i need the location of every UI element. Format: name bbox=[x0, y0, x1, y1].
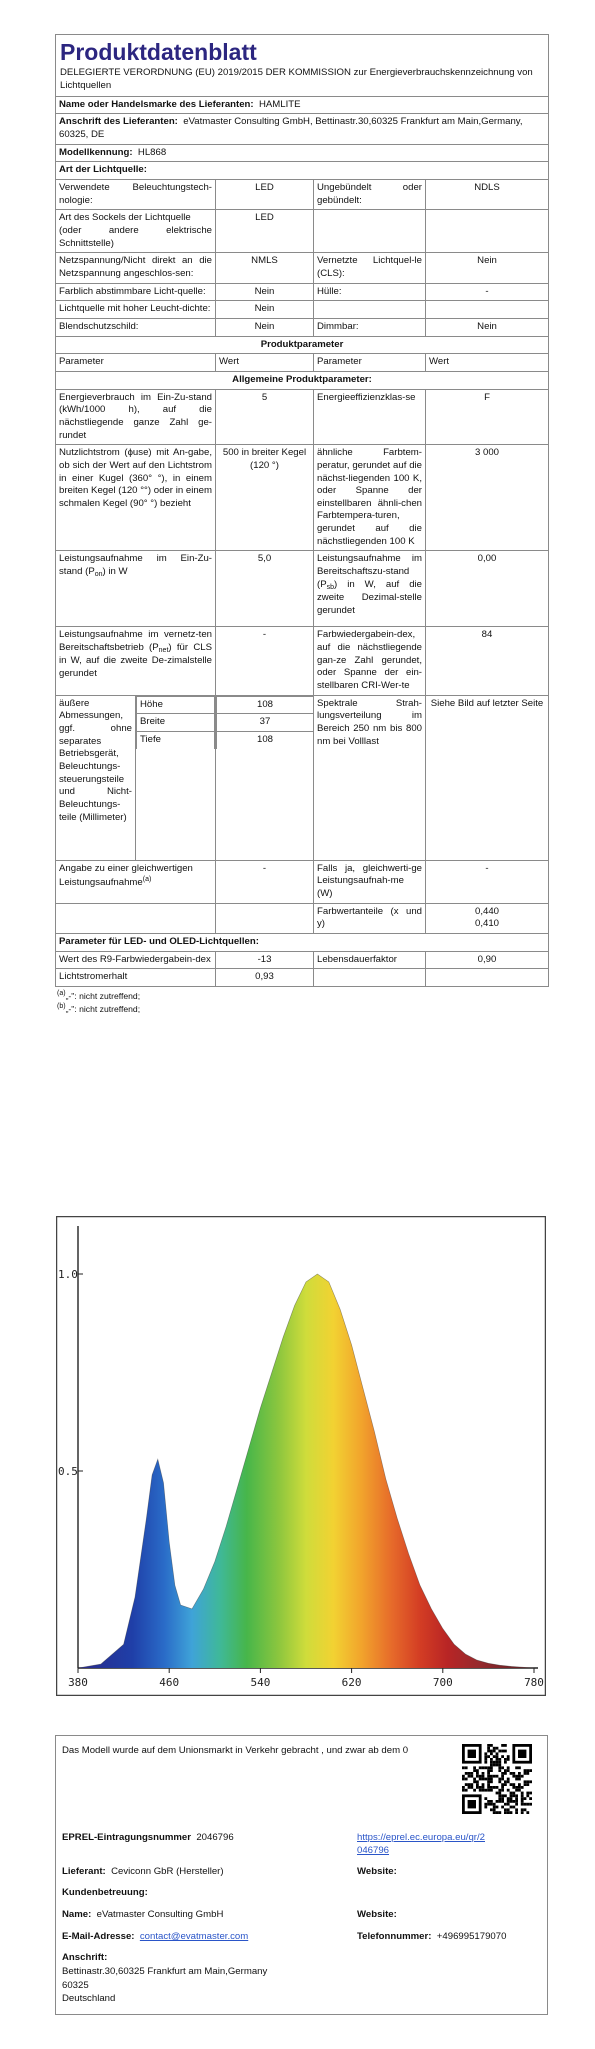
col-header-value: Wert bbox=[216, 354, 314, 372]
width-label: Breite bbox=[137, 714, 215, 732]
technology-value: LED bbox=[216, 180, 314, 210]
cls-value: Nein bbox=[426, 253, 549, 283]
spectrum-chart bbox=[56, 1216, 546, 1696]
address-block: Bettinastr.30,60325 Frankfurt am Main,Germany 60325 Deutschland bbox=[62, 1966, 268, 2005]
cap-type-label: Art des Sockels der Lichtquelle bbox=[59, 212, 191, 224]
footnote-b: $^{(b)}$„-": nicht zutreffend; bbox=[57, 1003, 141, 1015]
anti-glare-label: Blendschutzschild: bbox=[56, 318, 216, 336]
on-mode-power-label: Leistungsaufnahme im Ein-Zu-stand $(P_{on})$ in W bbox=[56, 551, 216, 627]
eprel-link[interactable]: https://eprel.ec.europa.eu/qr/2046796 bbox=[357, 1832, 485, 1856]
col-header-value-2: Wert bbox=[426, 354, 549, 372]
care-name-line: Name: eVatmaster Consulting GmbH bbox=[62, 1909, 224, 1920]
page-title: Produktdatenblatt bbox=[60, 39, 257, 65]
height-label: Höhe bbox=[137, 696, 215, 714]
dimmable-value: Nein bbox=[426, 318, 549, 336]
address-label: Anschrift: bbox=[62, 1952, 108, 1963]
eprel-number: EPREL-Eintragungsnummer 2046796 bbox=[62, 1832, 234, 1843]
mains-label: Netzspannung/Nicht direkt an die Netzspannung angeschlos-sen: bbox=[56, 253, 216, 283]
dimmable-label: Dimmbar: bbox=[314, 318, 426, 336]
website-label: Website: bbox=[357, 1866, 397, 1877]
technology-label: Verwendete Beleuchtungstech-nologie: bbox=[56, 180, 216, 210]
cap-type-value: LED bbox=[216, 210, 314, 253]
product-params-heading: Produktparameter bbox=[56, 336, 549, 354]
survival-factor-value: 0,90 bbox=[426, 951, 549, 969]
spectral-distribution-value: Siehe Bild auf letzter Seite bbox=[426, 695, 549, 860]
y-tick-label: 1.0 bbox=[58, 1268, 78, 1281]
envelope-value: - bbox=[426, 283, 549, 301]
x-tick-label: 540 bbox=[250, 1676, 271, 1689]
supplier-address-value: eVatmaster Consulting GmbH, Bettinastr.30,60325 Frankfurt am Main,Germany, 60325, DE bbox=[59, 116, 523, 141]
supplier-address-label: Anschrift des Lieferanten: bbox=[59, 116, 178, 128]
cap-type-label-2: (oder andere elektrische Schnittstelle) bbox=[59, 225, 212, 249]
footnote-a: $^{(a)}$„-": nicht zutreffend; bbox=[57, 989, 141, 1001]
light-type-heading: Art der Lichtquelle: bbox=[56, 162, 549, 180]
mains-value: NMLS bbox=[216, 253, 314, 283]
x-tick-label: 780 bbox=[524, 1676, 544, 1689]
qr-code-icon[interactable] bbox=[462, 1744, 532, 1814]
standby-power-label: Leistungsaufnahme im Bereitschaftszu-stand $(P_{sb})$ in W, auf die zweite Dezimal-stelle gerundet bbox=[314, 551, 426, 627]
cls-label: Vernetzte Lichtquel-le (CLS): bbox=[314, 253, 426, 283]
survival-factor-label: Lebensdauerfaktor bbox=[314, 951, 426, 969]
luminous-flux-value: 500 in breiter Kegel (120 °) bbox=[216, 445, 314, 551]
supplier-name-label: Name oder Handelsmarke des Lieferanten: bbox=[59, 98, 254, 110]
standby-power-value: 0,00 bbox=[426, 551, 549, 627]
care-website-label: Website: bbox=[357, 1909, 397, 1920]
width-value: 37 bbox=[217, 714, 314, 732]
directional-label: Ungebündelt oder gebündelt: bbox=[314, 180, 426, 210]
registration-block bbox=[55, 1735, 548, 2015]
equivalent-watt-label: Falls ja, gleichwerti-ge Leistungsaufnah-me (W) bbox=[314, 860, 426, 903]
anti-glare-value: Nein bbox=[216, 318, 314, 336]
directional-value: NDLS bbox=[426, 180, 549, 210]
spectral-distribution-label: Spektrale Strah-lungsverteilung im Bereich 250 nm bis 800 nm bei Volllast bbox=[314, 695, 426, 860]
regulation-subtitle: DELEGIERTE VERORDNUNG (EU) 2019/2015 DER KOMMISSION zur Energieverbrauchskennzeichnung von Lichtquellen bbox=[60, 67, 533, 92]
equivalent-watt-value: - bbox=[426, 860, 549, 903]
dimensions-label: äußere Abmessungen, ggf. ohne separates Betriebsgerät, Beleuchtungs-steuerungsteile und Nicht-Beleuchtungs-teile (Millimeter) bbox=[56, 696, 136, 860]
email-link[interactable]: contact@evatmaster.com bbox=[139, 1931, 249, 1942]
model-value: HL868 bbox=[137, 146, 167, 158]
r9-value: -13 bbox=[216, 951, 314, 969]
model-label: Modellkennung: bbox=[59, 146, 133, 158]
networked-standby-label: Leistungsaufnahme im vernetz-ten Bereitschaftsbetrieb $(P_{net})$ für CLS in W, auf die zweite De-zimalstelle gerundet bbox=[56, 627, 216, 695]
x-tick-label: 620 bbox=[341, 1676, 362, 1689]
x-tick-label: 380 bbox=[68, 1676, 88, 1689]
cri-value: 84 bbox=[426, 627, 549, 695]
product-datasheet bbox=[55, 34, 548, 1016]
market-date-text: Das Modell wurde auf dem Unionsmarkt in Verkehr gebracht , und zwar ab dem 0 bbox=[62, 1745, 409, 1756]
high-luminance-value: Nein bbox=[216, 301, 314, 319]
equivalent-power-value: - bbox=[216, 860, 314, 903]
x-tick-label: 700 bbox=[432, 1676, 453, 1689]
energy-class-label: Energieeffizienzklas-se bbox=[314, 389, 426, 445]
y-tick-label: 0.5 bbox=[58, 1465, 78, 1478]
envelope-label: Hülle: bbox=[314, 283, 426, 301]
footnotes bbox=[55, 987, 548, 1016]
chromaticity-value: 0,440 0,410 bbox=[426, 903, 549, 933]
luminous-flux-label: Nutzlichtstrom (ϕuse) mit An-gabe, ob sich der Wert auf den Lichtstrom in einer Kugel (360° °), in einem breiten Kegel (120 °°) oder in einem schmalen Kegel (90° °) bezieht bbox=[56, 445, 216, 551]
r9-label: Wert des R9-Farbwiedergabein-dex bbox=[56, 951, 216, 969]
equivalent-power-label: Angabe zu einer gleichwertigen Leistungsaufnahme$^{(a)}$ bbox=[56, 860, 216, 903]
lumen-maintenance-value: 0,93 bbox=[216, 969, 314, 987]
col-header-param-2: Parameter bbox=[314, 354, 426, 372]
datasheet-table bbox=[55, 34, 549, 987]
cct-label: ähnliche Farbtem-peratur, gerundet auf die nächst-liegenden 100 K, oder Spanne der einstellbaren ähnli-chen Farbtempera-turen, gerundet auf die nächstliegenden 100 K bbox=[314, 445, 426, 551]
supplier-name-value: HAMLITE bbox=[258, 98, 301, 110]
supplier-line: Lieferant: Ceviconn GbR (Hersteller) bbox=[62, 1866, 224, 1877]
x-tick-label: 460 bbox=[159, 1676, 180, 1689]
high-luminance-label: Lichtquelle mit hoher Leucht-dichte: bbox=[56, 301, 216, 319]
chromaticity-label: Farbwertanteile (x und y) bbox=[314, 903, 426, 933]
dimensions-table bbox=[136, 696, 215, 749]
col-header-param: Parameter bbox=[56, 354, 216, 372]
cri-label: Farbwiedergabein-dex, auf die nächstliegende gan-ze Zahl gerundet, oder Spanne der ein-stellbaren CRI-Wer-te bbox=[314, 627, 426, 695]
networked-standby-value: - bbox=[216, 627, 314, 695]
energy-class-value: F bbox=[426, 389, 549, 445]
phone-line: Telefonnummer: +496995179070 bbox=[357, 1931, 507, 1942]
lumen-maintenance-label: Lichtstromerhalt bbox=[56, 969, 216, 987]
email-line: E-Mail-Adresse: contact@evatmaster.com bbox=[62, 1931, 249, 1942]
tunable-value: Nein bbox=[216, 283, 314, 301]
depth-value: 108 bbox=[217, 732, 314, 749]
tunable-label: Farblich abstimmbare Licht-quelle: bbox=[56, 283, 216, 301]
general-params-heading: Allgemeine Produktparameter: bbox=[56, 371, 549, 389]
depth-label: Tiefe bbox=[137, 732, 215, 749]
height-value: 108 bbox=[217, 696, 314, 714]
cct-value: 3 000 bbox=[426, 445, 549, 551]
energy-consumption-label: Energieverbrauch im Ein-Zu-stand (kWh/1000 h), auf die nächstliegende ganze Zahl ge-rundet bbox=[56, 389, 216, 445]
customer-care-label: Kundenbetreuung: bbox=[62, 1887, 148, 1898]
on-mode-power-value: 5,0 bbox=[216, 551, 314, 627]
led-params-heading: Parameter für LED- und OLED-Lichtquellen: bbox=[56, 934, 549, 952]
energy-consumption-value: 5 bbox=[216, 389, 314, 445]
